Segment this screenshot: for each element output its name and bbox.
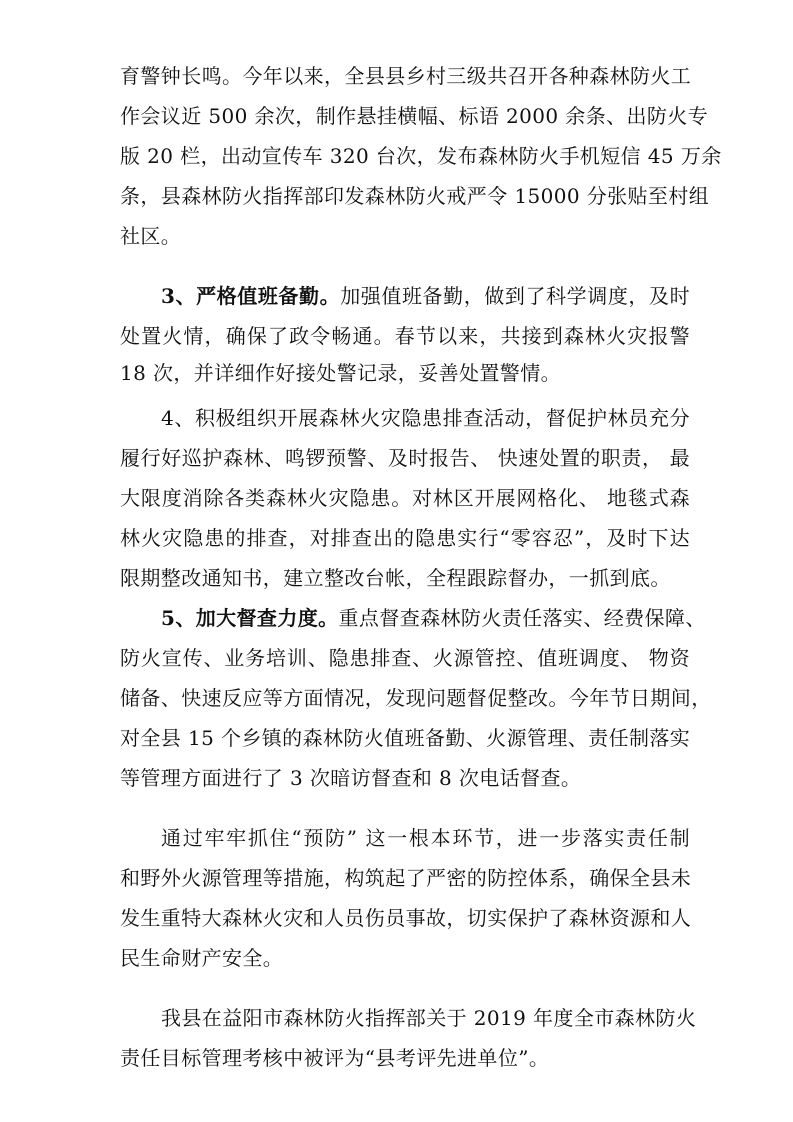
text-span: 重点督查森林防火责任落实、经费保障、 xyxy=(338,606,706,630)
text-line: 对全县 15 个乡镇的森林防火值班备勤、火源管理、责任制落实 xyxy=(120,726,691,750)
text-line: 育警钟长鸣。今年以来，全县县乡村三级共召开各种森林防火工 xyxy=(120,64,692,88)
text-line: 社区。 xyxy=(120,224,182,248)
text-line: 民生命财产安全。 xyxy=(120,946,284,970)
text-line: 4、积极组织开展森林火灾隐患排查活动，督促护林员充分 xyxy=(161,406,690,430)
text-line: 责任目标管理考核中被评为“县考评先进单位”。 xyxy=(120,1046,550,1070)
paragraph-3-first-line xyxy=(161,281,690,311)
text-line: 处置火情，确保了政令畅通。春节以来，共接到森林火灾报警 xyxy=(120,324,690,348)
text-line: 条，县森林防火指挥部印发森林防火戒严令 15000 分张贴至村组 xyxy=(120,184,710,208)
text-line: 防火宣传、业务培训、隐患排查、火源管控、值班调度、 物资 xyxy=(120,646,690,670)
heading-3: 3、严格值班备勤。 xyxy=(161,284,341,308)
text-line: 通过牢牢抓住“预防” 这一根本环节，进一步落实责任制 xyxy=(161,826,690,850)
text-line: 发生重特大森林火灾和人员伤员事故，切实保护了森林资源和人 xyxy=(120,906,692,930)
heading-5: 5、加大督查力度。 xyxy=(161,606,339,630)
text-line: 我县在益阳市森林防火指挥部关于 2019 年度全市森林防火 xyxy=(161,1006,697,1030)
text-line: 和野外火源管理等措施，构筑起了严密的防控体系，确保全县未 xyxy=(120,866,692,890)
text-line: 林火灾隐患的排查，对排查出的隐患实行“零容忍”，及时下达 xyxy=(120,526,690,550)
text-line: 履行好巡护森林、鸣锣预警、及时报告、 快速处置的职责， 最 xyxy=(120,446,690,470)
text-line: 大限度消除各类森林火灾隐患。对林区开展网格化、 地毯式森 xyxy=(120,486,690,510)
text-span: 加强值班备勤，做到了科学调度，及时 xyxy=(340,284,690,308)
text-line: 限期整改通知书，建立整改台帐，全程跟踪督办，一抓到底。 xyxy=(120,566,671,590)
text-line: 作会议近 500 余次，制作悬挂横幅、标语 2000 余条、出防火专 xyxy=(120,104,709,128)
paragraph-5-first-line xyxy=(161,603,706,633)
text-line: 储备、快速反应等方面情况，发现问题督促整改。今年节日期间， xyxy=(120,686,712,710)
text-line: 等管理方面进行了 3 次暗访督查和 8 次电话督查。 xyxy=(120,766,582,790)
text-line: 18 次，并详细作好接处警记录，妥善处置警情。 xyxy=(120,361,562,385)
text-line: 版 20 栏，出动宣传车 320 台次，发布森林防火手机短信 45 万余 xyxy=(120,144,722,168)
